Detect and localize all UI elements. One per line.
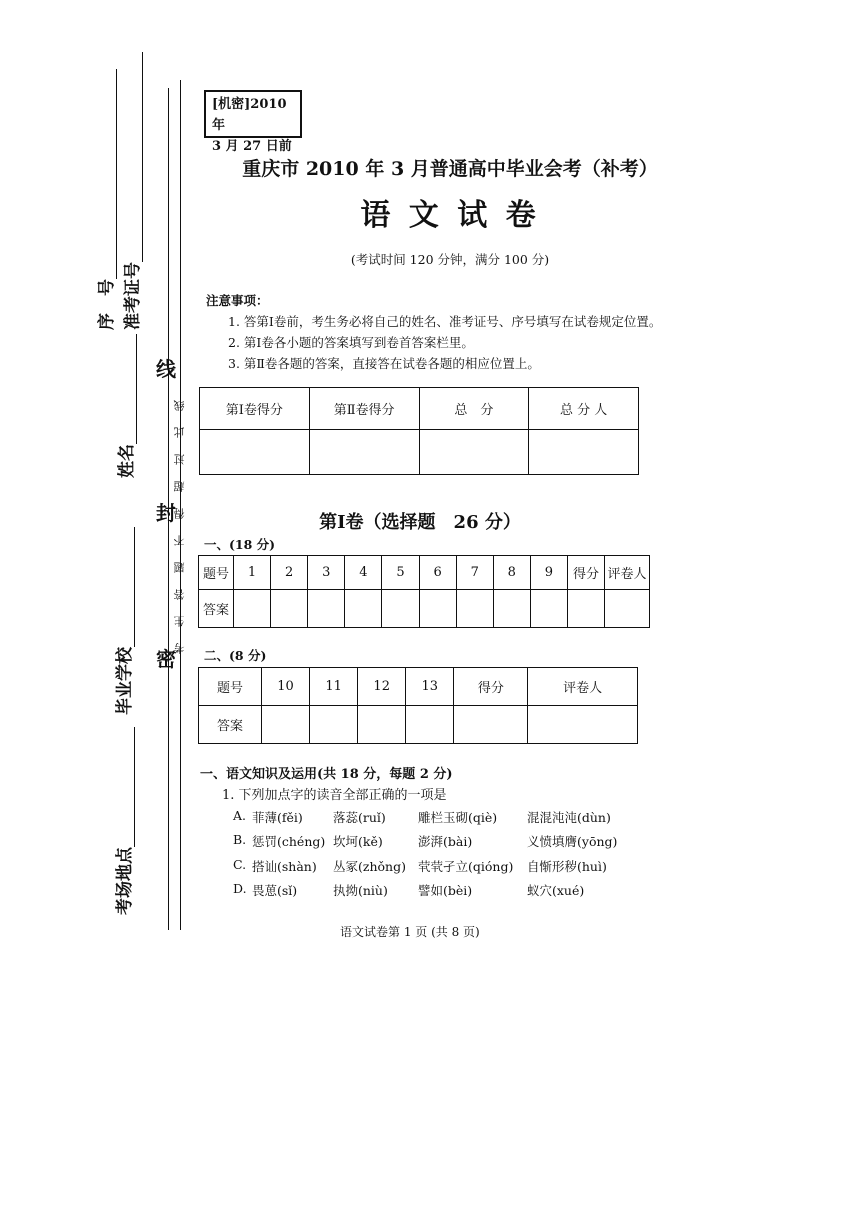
question-1: 1. 下列加点字的读音全部正确的一项是 bbox=[222, 788, 447, 803]
option-d-4: 蚁穴(xué) bbox=[527, 883, 585, 898]
score-cell-part2[interactable] bbox=[309, 430, 419, 475]
field-xuhao: 序 号 bbox=[92, 69, 117, 330]
s1-answer-label: 答案 bbox=[199, 590, 234, 628]
s1-answer-cell[interactable] bbox=[456, 590, 493, 628]
option-a-3: 雕栏玉砌(qiè) bbox=[418, 810, 498, 825]
notes-item-3: 3. 第Ⅱ卷各题的答案，直接答在试卷各题的相应位置上。 bbox=[228, 356, 540, 371]
s1-answer-cell[interactable] bbox=[419, 590, 456, 628]
page-footer: 语文试卷第 1 页 (共 8 页) bbox=[340, 925, 480, 939]
s2-answer-label: 答案 bbox=[199, 706, 262, 744]
s1-answer-cell[interactable] bbox=[234, 590, 271, 628]
s1-answer-cell[interactable] bbox=[308, 590, 345, 628]
s1-num: 1 bbox=[234, 556, 271, 590]
time-info: (考试时间 120 分钟，满分 100 分) bbox=[350, 252, 550, 267]
score-header-total: 总 分 bbox=[419, 388, 529, 430]
s2-grader-cell[interactable] bbox=[528, 706, 638, 744]
seal-mi: 密 bbox=[156, 647, 176, 671]
exam-title: 重庆市 2010 年 3 月普通高中毕业会考（补考） bbox=[242, 158, 658, 180]
score-table bbox=[199, 387, 639, 475]
seal-xian: 线 bbox=[156, 357, 176, 381]
s1-num: 8 bbox=[493, 556, 530, 590]
subject-title: 语 文 试 卷 bbox=[360, 198, 540, 233]
option-d-3: 譬如(bèi) bbox=[418, 883, 473, 898]
s1-row-label: 题号 bbox=[199, 556, 234, 590]
notes bbox=[206, 290, 661, 374]
s2-score-cell[interactable] bbox=[454, 706, 528, 744]
option-a-1: 菲薄(fěi) bbox=[252, 810, 303, 825]
s2-answer-cell[interactable] bbox=[358, 706, 406, 744]
s2-answer-cell[interactable] bbox=[262, 706, 310, 744]
seal-feng: 封 bbox=[156, 501, 176, 525]
s1-answer-cell[interactable] bbox=[345, 590, 382, 628]
notes-item-1: 1. 答第Ⅰ卷前，考生务必将自己的姓名、准考证号、序号填写在试卷规定位置。 bbox=[228, 314, 662, 329]
binding-warning: 考生答题不得超过此线 bbox=[173, 384, 186, 654]
option-c-1: 搭讪(shàn) bbox=[252, 859, 317, 874]
question-section-heading: 一、语文知识及运用(共 18 分，每题 2 分) bbox=[200, 767, 453, 782]
s1-grader-cell[interactable] bbox=[605, 590, 650, 628]
s1-num: 4 bbox=[345, 556, 382, 590]
score-header-part1: 第Ⅰ卷得分 bbox=[200, 388, 310, 430]
s1-answer-cell[interactable] bbox=[382, 590, 419, 628]
notes-heading: 注意事项： bbox=[206, 293, 269, 308]
s2-num: 11 bbox=[310, 668, 358, 706]
option-a-4: 混混沌沌(dùn) bbox=[527, 810, 611, 825]
s1-answer-cell[interactable] bbox=[271, 590, 308, 628]
s1-answer-cell[interactable] bbox=[530, 590, 567, 628]
option-d-1: 畏葸(sǐ) bbox=[252, 883, 298, 898]
section1-table bbox=[198, 555, 650, 628]
part1-title: 第Ⅰ卷（选择题 26 分） bbox=[319, 512, 521, 533]
confidential-box bbox=[204, 90, 302, 154]
s2-num: 13 bbox=[406, 668, 454, 706]
s2-num: 12 bbox=[358, 668, 406, 706]
option-d-2: 执拗(niù) bbox=[333, 883, 388, 898]
score-cell-part1[interactable] bbox=[200, 430, 310, 475]
field-zhunkao: 准考证号 bbox=[118, 52, 143, 330]
section1-label: 一、(18 分) bbox=[204, 537, 276, 552]
score-cell-total[interactable] bbox=[419, 430, 529, 475]
score-cell-grader[interactable] bbox=[529, 430, 639, 475]
option-b-3: 澎湃(bài) bbox=[418, 834, 473, 849]
option-c-4: 自惭形秽(huì) bbox=[527, 859, 607, 874]
s1-num: 3 bbox=[308, 556, 345, 590]
field-kaochang: 考场地点 bbox=[110, 727, 135, 915]
option-b-2: 坎坷(kě) bbox=[333, 834, 383, 849]
option-letter-d: D. bbox=[233, 881, 247, 896]
s1-grader-label: 评卷人 bbox=[605, 556, 650, 590]
option-a-2: 落蕊(ruǐ) bbox=[333, 810, 386, 825]
s1-answer-cell[interactable] bbox=[493, 590, 530, 628]
option-b-4: 义愤填膺(yōng) bbox=[527, 834, 618, 849]
s1-num: 2 bbox=[271, 556, 308, 590]
score-header-grader: 总 分 人 bbox=[529, 388, 639, 430]
section2-table bbox=[198, 667, 638, 744]
section2-label: 二、(8 分) bbox=[204, 648, 267, 663]
option-c-2: 丛冢(zhǒng) bbox=[333, 859, 406, 874]
s1-score-label: 得分 bbox=[568, 556, 605, 590]
notes-item-2: 2. 第Ⅰ卷各小题的答案填写到卷首答案栏里。 bbox=[228, 335, 474, 350]
option-c-3: 茕茕孑立(qióng) bbox=[418, 859, 514, 874]
s1-num: 7 bbox=[456, 556, 493, 590]
s2-answer-cell[interactable] bbox=[310, 706, 358, 744]
score-header-part2: 第Ⅱ卷得分 bbox=[309, 388, 419, 430]
option-b-1: 惩罚(chéng) bbox=[252, 834, 326, 849]
s1-num: 5 bbox=[382, 556, 419, 590]
s1-num: 6 bbox=[419, 556, 456, 590]
s2-score-label: 得分 bbox=[454, 668, 528, 706]
s2-num: 10 bbox=[262, 668, 310, 706]
s2-grader-label: 评卷人 bbox=[528, 668, 638, 706]
option-letter-c: C. bbox=[233, 857, 247, 872]
option-letter-a: A. bbox=[233, 808, 247, 823]
s1-num: 9 bbox=[530, 556, 567, 590]
s2-row-label: 题号 bbox=[199, 668, 262, 706]
field-school: 毕业学校 bbox=[110, 527, 135, 715]
option-letter-b: B. bbox=[233, 832, 247, 847]
s2-answer-cell[interactable] bbox=[406, 706, 454, 744]
confidential-line1: [机密]2010 年 bbox=[212, 97, 287, 133]
field-name: 姓名 bbox=[112, 334, 137, 478]
s1-score-cell[interactable] bbox=[568, 590, 605, 628]
confidential-line2: 3 月 27 日前 bbox=[212, 139, 292, 154]
